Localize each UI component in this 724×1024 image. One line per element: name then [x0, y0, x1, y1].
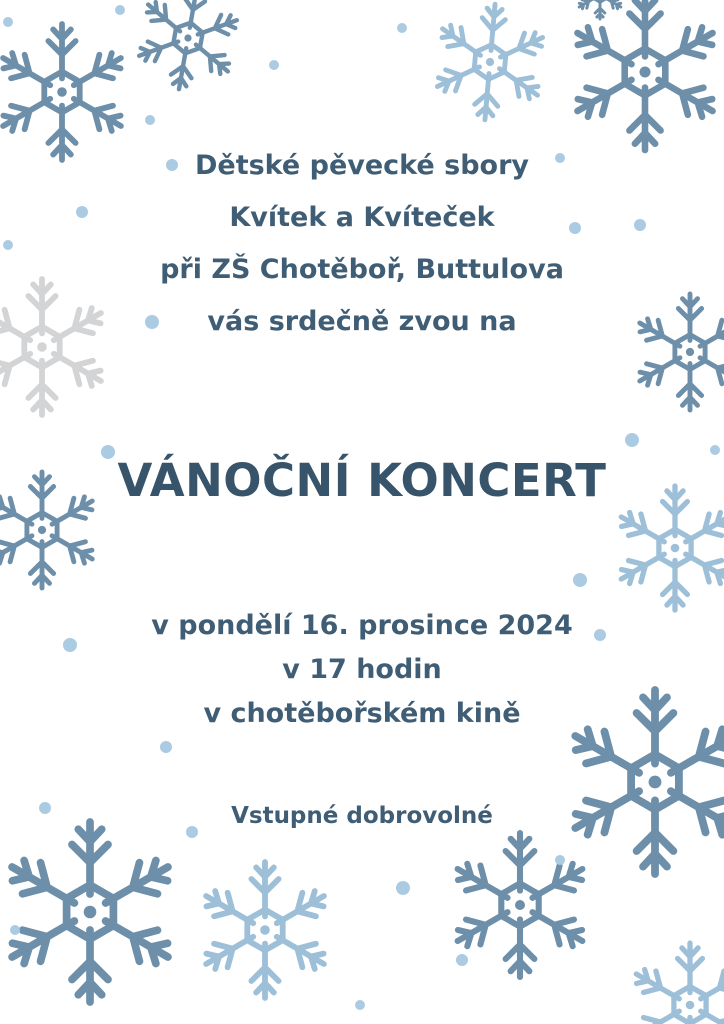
- concert-title: VÁNOČNÍ KONCERT: [117, 454, 607, 507]
- event-details: [0, 604, 724, 736]
- snow-dot: [10, 925, 20, 935]
- snowflake-icon: [199, 862, 330, 998]
- snow-dot: [3, 17, 13, 27]
- snowflake-icon: [429, 0, 551, 125]
- choir-name-line: Dětské pěvecké sbory: [194, 150, 529, 181]
- event-time: v 17 hodin: [282, 654, 442, 685]
- admission-note: Vstupné dobrovolné: [231, 803, 493, 829]
- snow-dot: [625, 433, 639, 447]
- snowflake-icon: [630, 943, 724, 1024]
- event-venue: v chotěbořském kině: [203, 698, 521, 729]
- snow-dot: [145, 115, 155, 125]
- snow-dot: [397, 23, 407, 33]
- snow-dot: [269, 60, 279, 70]
- snowflake-icon: [570, 0, 721, 150]
- invite-line: vás srdečně zvou na: [207, 306, 517, 337]
- snow-dot: [396, 881, 410, 895]
- snow-dot: [160, 741, 172, 753]
- choir-groups-line: Kvítek a Kvíteček: [229, 202, 495, 233]
- snow-dot: [573, 573, 587, 587]
- snow-dot: [115, 5, 125, 15]
- snow-dot: [355, 1000, 365, 1010]
- invitation-text: [0, 140, 724, 348]
- snow-dot: [456, 954, 468, 966]
- snowflake-icon: [3, 822, 177, 1002]
- snowflake-icon: [450, 833, 589, 977]
- snow-dot: [555, 855, 565, 865]
- school-line: při ZŠ Chotěboř, Buttulova: [160, 254, 564, 285]
- snowflake-icon: [577, 0, 623, 19]
- snowflake-icon: [130, 0, 247, 98]
- event-date: v pondělí 16. prosince 2024: [151, 610, 573, 641]
